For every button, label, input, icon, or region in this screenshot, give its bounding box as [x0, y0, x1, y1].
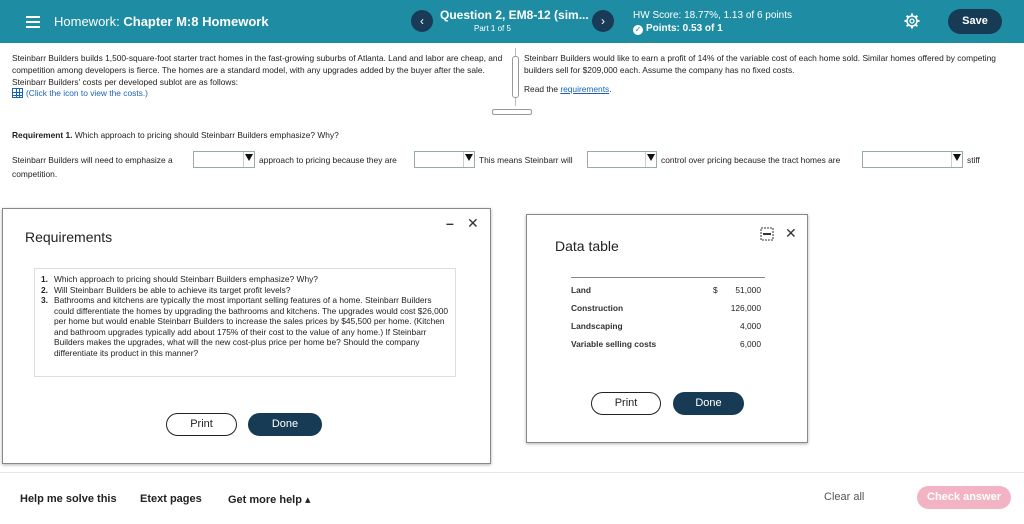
requirements-print-button[interactable]: Print	[166, 413, 237, 436]
read-requirements-prefix: Read the	[524, 84, 561, 94]
list-item-text: Will Steinbarr Builders be able to achieve its target profit levels?	[54, 284, 291, 295]
table-row	[571, 314, 765, 332]
problem-text-right: Steinbarr Builders would like to earn a profit of 14% of the variable cost of each home sold. Similar homes offered by competing builders sell for $209,000 each. Assume the company has no fixed costs.	[524, 53, 996, 75]
data-table-print-button[interactable]: Print	[591, 392, 661, 415]
company-type-dropdown[interactable]	[414, 151, 475, 168]
row-label: Land	[571, 285, 592, 295]
chevron-down-icon	[465, 154, 473, 161]
list-item-text: Bathrooms and kitchens are typically the most important selling features of a home. Steinbarr Builders could differentiate the homes by upgrading the bathrooms and kitchens. The upgrades would cost $26,000 per home but would enable Steinbarr Builders to increase the sales prices by $45,500 per home. (Kitchen and bathroom upgrades typically add about 175% of their cost to the value of any home.) If Steinbarr Builders makes the upgrades, what will the new cost-plus price per home be? Should the company differentiate its product in this manner?	[54, 295, 449, 358]
answer-text-2: approach to pricing because they are	[259, 155, 397, 165]
question-title: Question 2, EM8-12 (sim...	[440, 8, 589, 22]
list-item	[41, 285, 449, 296]
control-level-dropdown[interactable]	[587, 151, 657, 168]
table-row	[571, 278, 765, 296]
menu-icon[interactable]	[26, 13, 40, 29]
get-more-help-link[interactable]: Get more help ▴	[228, 494, 311, 506]
requirements-popup	[2, 208, 491, 464]
chevron-down-icon	[245, 154, 253, 161]
save-button[interactable]: Save	[948, 9, 1002, 34]
list-item-number: 3.	[41, 295, 48, 305]
answer-text-5: stiff	[967, 155, 980, 165]
points-text: Points: 0.53 of 1	[646, 23, 723, 34]
answer-text-6: competition.	[12, 169, 58, 179]
data-table-title: Data table	[555, 238, 619, 254]
data-table-done-button[interactable]: Done	[673, 392, 744, 415]
costs-table	[571, 277, 765, 350]
clear-all-button[interactable]: Clear all	[824, 491, 865, 503]
list-item-text: Which approach to pricing should Steinbarr Builders emphasize? Why?	[54, 274, 318, 284]
gear-icon[interactable]	[904, 13, 920, 29]
row-value: 4,000	[740, 321, 761, 331]
read-requirements-suffix: .	[609, 84, 612, 94]
chevron-down-icon	[953, 154, 961, 161]
requirements-done-button[interactable]: Done	[248, 413, 322, 436]
competition-level-dropdown[interactable]	[862, 151, 963, 168]
table-row	[571, 332, 765, 350]
homework-title-main: Chapter M:8 Homework	[123, 14, 269, 29]
bottom-bar	[0, 472, 1024, 524]
problem-text-left: Steinbarr Builders builds 1,500-square-foot starter tract homes in the fast-growing suburbs of Atlanta. Land and labor are cheap, and competition among developers is fierce. The homes are a standard model, with any upgrades added by the buyer after the sale. Steinbarr Builders' costs per developed sublot are as follows:	[12, 53, 503, 87]
check-circle-icon: ✓	[634, 25, 642, 34]
answer-text-4: control over pricing because the tract homes are	[661, 155, 841, 165]
close-icon[interactable]: ✕	[467, 215, 479, 231]
table-icon[interactable]	[12, 88, 23, 98]
row-currency: $	[713, 285, 718, 295]
data-table-popup	[526, 214, 808, 443]
chevron-right-icon: ›	[601, 14, 605, 28]
costs-table-link-text[interactable]: (Click the icon to view the costs.)	[26, 88, 148, 98]
dropdown-arrow-box	[243, 152, 254, 167]
minimize-icon[interactable]: –	[446, 215, 454, 231]
list-item	[41, 274, 449, 285]
list-item-number: 2.	[41, 284, 48, 295]
requirement-1-label: Requirement 1.	[12, 130, 73, 140]
row-label: Variable selling costs	[571, 339, 657, 349]
homework-title-prefix: Homework:	[54, 14, 120, 29]
next-question-button[interactable]	[592, 10, 614, 32]
close-icon[interactable]: ✕	[785, 225, 797, 241]
etext-pages-link[interactable]: Etext pages	[140, 493, 202, 505]
answer-text-1: Steinbarr Builders will need to emphasize a	[12, 155, 173, 165]
dropdown-arrow-box	[463, 152, 474, 167]
points-display	[633, 23, 723, 35]
dropdown-arrow-box	[645, 152, 656, 167]
costs-table-link[interactable]	[12, 88, 148, 98]
chevron-down-icon	[647, 154, 655, 161]
row-value: 126,000	[730, 303, 761, 313]
dropdown-arrow-box	[951, 152, 962, 167]
list-item	[41, 295, 449, 358]
requirement-1-question: Which approach to pricing should Steinbarr Builders emphasize? Why?	[72, 130, 339, 140]
chevron-left-icon: ‹	[420, 14, 424, 28]
question-part: Part 1 of 5	[474, 24, 511, 33]
row-label: Construction	[571, 303, 624, 313]
requirement-1-heading	[12, 130, 339, 140]
pricing-approach-dropdown[interactable]	[193, 151, 255, 168]
list-item-number: 1.	[41, 274, 48, 284]
table-row	[571, 296, 765, 314]
check-answer-button[interactable]: Check answer	[917, 486, 1011, 509]
hw-score: HW Score: 18.77%, 1.13 of 6 points	[633, 10, 792, 21]
minimize-icon[interactable]	[760, 227, 774, 241]
requirements-popup-title: Requirements	[25, 229, 113, 245]
top-bar	[0, 0, 1024, 43]
answer-text-3: This means Steinbarr will	[479, 155, 573, 165]
previous-question-button[interactable]	[411, 10, 433, 32]
requirements-link[interactable]: requirements	[560, 84, 610, 94]
homework-title	[54, 14, 269, 29]
read-requirements	[524, 84, 612, 94]
horizontal-splitter-handle[interactable]	[492, 109, 532, 115]
help-me-solve-link[interactable]: Help me solve this	[20, 493, 117, 505]
row-value: 6,000	[740, 339, 761, 349]
vertical-splitter-handle[interactable]	[512, 56, 519, 98]
requirements-list	[34, 268, 456, 377]
row-value: 51,000	[735, 285, 761, 295]
row-label: Landscaping	[571, 321, 623, 331]
